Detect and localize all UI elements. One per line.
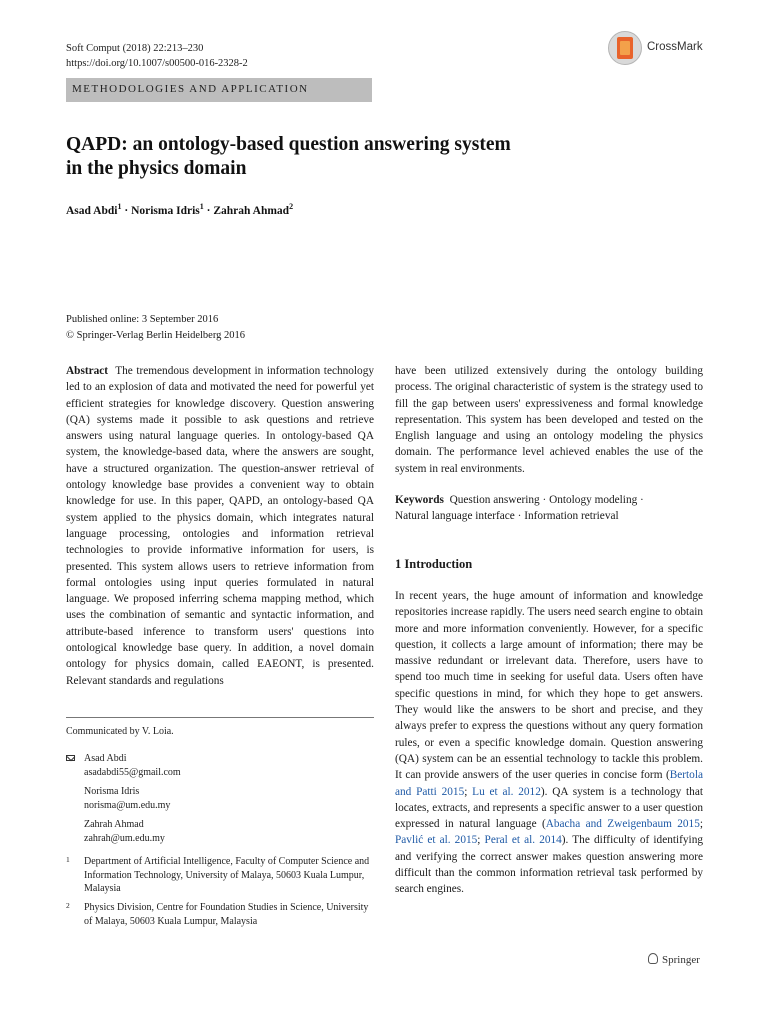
intro-text: In recent years, the huge amount of information and knowledge repositories increase rapidly. The users need search engine to obtain more and more information conveniently. However, for a specific question, it collects a large amount of information; there may be massive redundant or irrelevant data. Therefore, users have to spend too much time in seeking for useful data. Users often have specific questions in mind, for which they hope to get answers. They would like the answers to be short and precise, and they always prefer to express the questions without any query formation rules, or even a specific knowledge domain. Question answering (QA) system can be an essential technology to tackle this problem. It can provide answers of the user queries in concise form ( — [395, 590, 703, 782]
author-list — [66, 202, 293, 217]
affiliation — [66, 855, 374, 900]
published-date: Published online: 3 September 2016 — [66, 314, 219, 325]
citation-link[interactable]: Abacha and Zweigenbaum 2015 — [545, 818, 700, 831]
affiliation-text: Department of Artificial Intelligence, Faculty of Computer Science and Information Technology, University of Malaya, 50603 Kuala Lumpur, Malaysia — [84, 856, 370, 894]
author-affil-sup: 1 — [199, 202, 204, 211]
paper-title — [66, 133, 586, 181]
journal-info — [66, 41, 248, 71]
author-name: Asad Abdi — [66, 204, 118, 217]
crossmark-badge[interactable] — [608, 31, 718, 65]
citation-link[interactable]: Pavlić et al. 2015 — [395, 834, 478, 847]
citation-link[interactable]: Lu et al. 2012 — [472, 785, 541, 798]
affiliation-number: 2 — [66, 901, 70, 910]
abstract-label: Abstract — [66, 365, 109, 377]
section-banner — [66, 78, 372, 102]
contact-email[interactable]: zahrah@um.edu.my — [84, 832, 165, 844]
intro-text: ). The difficulty of identifying and verifying the correct answer makes question answering more difficult than the common information retrieval task performed by search engines. — [395, 834, 703, 896]
author-separator: · — [121, 204, 132, 217]
title-line-1: QAPD: an ontology-based question answering system — [66, 134, 511, 155]
citation-separator: ; — [464, 785, 473, 798]
copyright: © Springer-Verlag Berlin Heidelberg 2016 — [66, 330, 246, 341]
publication-info — [66, 312, 245, 344]
title-line-2: in the physics domain — [66, 158, 247, 179]
contact-entry — [84, 818, 165, 845]
footnote-divider — [66, 717, 374, 718]
contact-email[interactable]: asadabdi55@gmail.com — [84, 766, 181, 778]
abstract-continuation: have been utilized extensively during the ontology building process. The original characteristic of system is the strategy used to fill the gap between users' expressiveness and formal knowledge representation. This system has been developed and tested on the English language and using an ontology modeling the physics domain. The performance level achieved enables the use of the system in real environments. — [395, 365, 703, 475]
contact-name: Asad Abdi — [84, 753, 127, 764]
author-affil-sup: 1 — [117, 202, 122, 211]
intro-text: ). QA system is a technology that locates, extracts, and represents a specific answer to a user question expressed in natural language ( — [395, 785, 703, 831]
citation-separator: ; — [477, 834, 485, 847]
contact-entry — [84, 752, 181, 779]
author-separator: · — [203, 204, 214, 217]
affiliation-text: Physics Division, Centre for Foundation Studies in Science, University of Malaya, 50603 Kuala Lumpur, Malaysia — [84, 902, 369, 927]
author-affil-sup: 2 — [289, 202, 294, 211]
author-name: Zahrah Ahmad — [213, 204, 290, 217]
contact-name: Norisma Idris — [84, 786, 140, 797]
affiliation — [66, 901, 374, 931]
crossmark-label: CrossMark — [647, 41, 703, 53]
section-heading-introduction: 1 Introduction — [395, 557, 473, 571]
contact-list — [66, 752, 374, 852]
doi-link[interactable]: https://doi.org/10.1007/s00500-016-2328-2 — [66, 58, 248, 69]
keywords-label: Keywords — [395, 494, 444, 506]
keywords — [395, 492, 703, 525]
journal-citation: Soft Comput (2018) 22:213–230 — [66, 43, 204, 54]
author-name: Norisma Idris — [131, 204, 200, 217]
springer-horse-icon — [648, 953, 658, 964]
citation-separator: ; — [699, 818, 703, 831]
keywords-line-2: Natural language interface · Information retrieval — [395, 510, 619, 523]
abstract — [66, 363, 374, 689]
abstract-text: The tremendous development in information technology led to an explosion of data and motivated the need for powerful yet efficient strategies for knowledge discovery. Question answering (QA) systems made it possible to ask questions and retrieve answers using natural language queries. In ontology-based QA system, the knowledge-based data, where the answers are sought, have a structured organization. The question-answer retrieval of ontology knowledge base provides a convenient way to obtain knowledge for use. In this paper, QAPD, an ontology-based QA system applied to the physics domain, which integrates natural language processing, ontologies and information retrieval technologies to provide informative information for users, is presented. This system allows users to retrieve information from formal ontologies using input queries formulated in natural language. We proposed inferring schema mapping method, which uses the combination of semantic and syntactic information, and attribute-based inference to transform users' questions into ontological knowledge base query. In addition, a novel domain ontology for physics domain, called EAEONT, is presented. Relevant standards and regulations — [66, 365, 374, 687]
section-label: METHODOLOGIES AND APPLICATION — [72, 83, 309, 95]
contact-name: Zahrah Ahmad — [84, 819, 144, 830]
publisher-logo — [648, 953, 700, 966]
publisher-name: Springer — [662, 954, 700, 966]
citation-link[interactable]: Bertola and Patti 2015 — [395, 769, 703, 798]
crossmark-icon — [608, 31, 642, 65]
contact-email[interactable]: norisma@um.edu.my — [84, 799, 171, 811]
affiliation-number: 1 — [66, 855, 70, 864]
envelope-icon — [66, 755, 75, 761]
keywords-line-1: Question answering · Ontology modeling · — [449, 494, 644, 506]
introduction-text — [395, 588, 703, 898]
citation-link[interactable]: Peral et al. 2014 — [484, 834, 562, 847]
contact-entry — [84, 785, 170, 812]
communicated-by: Communicated by V. Loia. — [66, 726, 174, 737]
